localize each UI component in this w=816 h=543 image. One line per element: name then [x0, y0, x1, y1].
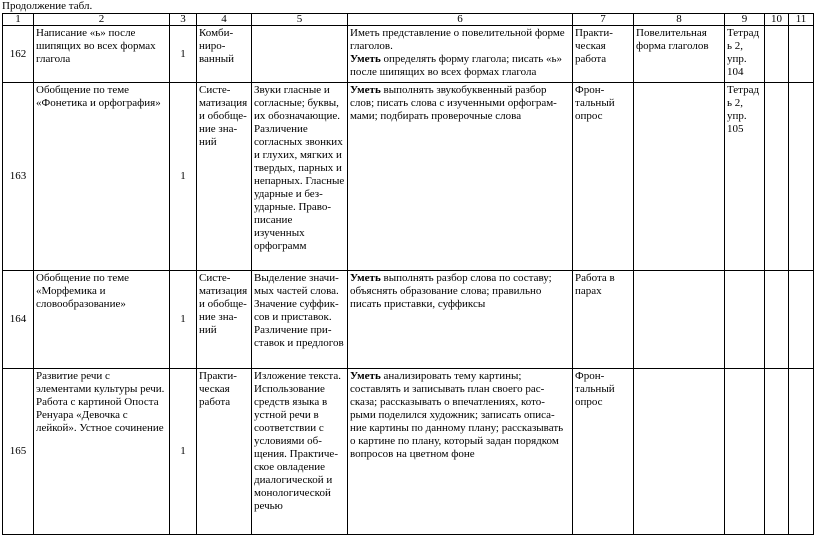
homework [725, 271, 765, 369]
control-type: Работа в парах [573, 271, 634, 369]
content-elements: Звуки гласные и согласные; буквы, их обозначающие. Различение согласных звонких и глухих, мягких и твердых, парных и непарных. Гласные ударные и без-ударные. Право-писание изученных орфограмм [252, 83, 348, 271]
col11-cell [789, 83, 814, 271]
content-elements: Изложение текста. Использование средств языка в устной речи в соответствии с условиями об-щения. Практиче-ское овладение диалогической и монологической речью [252, 369, 348, 535]
control-type: Фрон-тальный опрос [573, 369, 634, 535]
column-number: 3 [170, 14, 197, 26]
col10-cell [765, 369, 789, 535]
table-row [3, 369, 814, 535]
lesson-number: 164 [3, 271, 34, 369]
requirements [348, 271, 573, 369]
lesson-type: Практи-ческая работа [197, 369, 252, 535]
lesson-hours: 1 [170, 271, 197, 369]
col8-cell [634, 271, 725, 369]
column-number-row [3, 14, 814, 26]
col10-cell [765, 271, 789, 369]
lesson-topic: Развитие речи с элементами культуры речи. Работа с картиной Опоста Ренуара «Девочка с лейкой». Устное сочинение [34, 369, 170, 535]
column-number: 8 [634, 14, 725, 26]
lesson-topic: Обобщение по теме «Фонетика и орфография» [34, 83, 170, 271]
requirements-text: выполнять звукобуквенный разбор слов; писать слова с изученными орфограм-мами; подбирать проверочные слова [350, 84, 557, 122]
col10-cell [765, 83, 789, 271]
col11-cell [789, 369, 814, 535]
control-type: Фрон-тальный опрос [573, 83, 634, 271]
lesson-hours: 1 [170, 26, 197, 83]
requirements [348, 26, 573, 83]
content-elements: Выделение значи-мых частей слова. Значение суффик-сов и приставок. Различение при-ставок и предлогов [252, 271, 348, 369]
column-number: 10 [765, 14, 789, 26]
col11-cell [789, 271, 814, 369]
col8-cell: Повелительная форма глаголов [634, 26, 725, 83]
requirements [348, 83, 573, 271]
requirements-lead: Уметь [350, 84, 381, 96]
requirements-lead: Уметь [350, 272, 381, 284]
col8-cell [634, 83, 725, 271]
lesson-type: Комби-ниро-ванный [197, 26, 252, 83]
column-number: 11 [789, 14, 814, 26]
control-type: Практи-ческая работа [573, 26, 634, 83]
col10-cell [765, 26, 789, 83]
column-number: 2 [34, 14, 170, 26]
lesson-plan-table [2, 13, 814, 535]
requirements-text: анализировать тему картины; составлять и записывать план своего рас-сказа; рассказывать о впечатлениях, кото-рыми поделился художник; записать описа-ние картины по данному плану; рассказывать о картине по плану, который задан порядком вопросов на цветном фоне [350, 370, 564, 460]
requirements-lead: Уметь [350, 53, 381, 65]
requirements-text: Иметь представление о повелительной форме глаголов. [350, 27, 565, 52]
column-number: 5 [252, 14, 348, 26]
lesson-topic: Обобщение по теме «Морфемика и словообразование» [34, 271, 170, 369]
col8-cell [634, 369, 725, 535]
requirements [348, 369, 573, 535]
lesson-topic: Написание «ь» после шипящих во всех формах глагола [34, 26, 170, 83]
col11-cell [789, 26, 814, 83]
column-number: 9 [725, 14, 765, 26]
lesson-number: 165 [3, 369, 34, 535]
lesson-hours: 1 [170, 369, 197, 535]
requirements-lead: Уметь [350, 370, 381, 382]
requirements-text: выполнять разбор слова по составу; объяснять образование слова; правильно писать приставки, суффиксы [350, 272, 552, 310]
column-number: 6 [348, 14, 573, 26]
column-number: 7 [573, 14, 634, 26]
column-number: 1 [3, 14, 34, 26]
lesson-number: 162 [3, 26, 34, 83]
requirements-text: определять форму глагола; писать «ь» после шипящих во всех формах глагола [350, 53, 562, 78]
table-row [3, 271, 814, 369]
lesson-type: Систе-матизация и обобще-ние зна-ний [197, 83, 252, 271]
homework: Тетрадь 2, упр. 104 [725, 26, 765, 83]
table-row [3, 83, 814, 271]
content-elements [252, 26, 348, 83]
column-number: 4 [197, 14, 252, 26]
homework: Тетрадь 2, упр. 105 [725, 83, 765, 271]
table-caption: Продолжение табл. [2, 0, 93, 12]
table-row [3, 26, 814, 83]
lesson-number: 163 [3, 83, 34, 271]
lesson-hours: 1 [170, 83, 197, 271]
lesson-type: Систе-матизация и обобще-ние зна-ний [197, 271, 252, 369]
homework [725, 369, 765, 535]
